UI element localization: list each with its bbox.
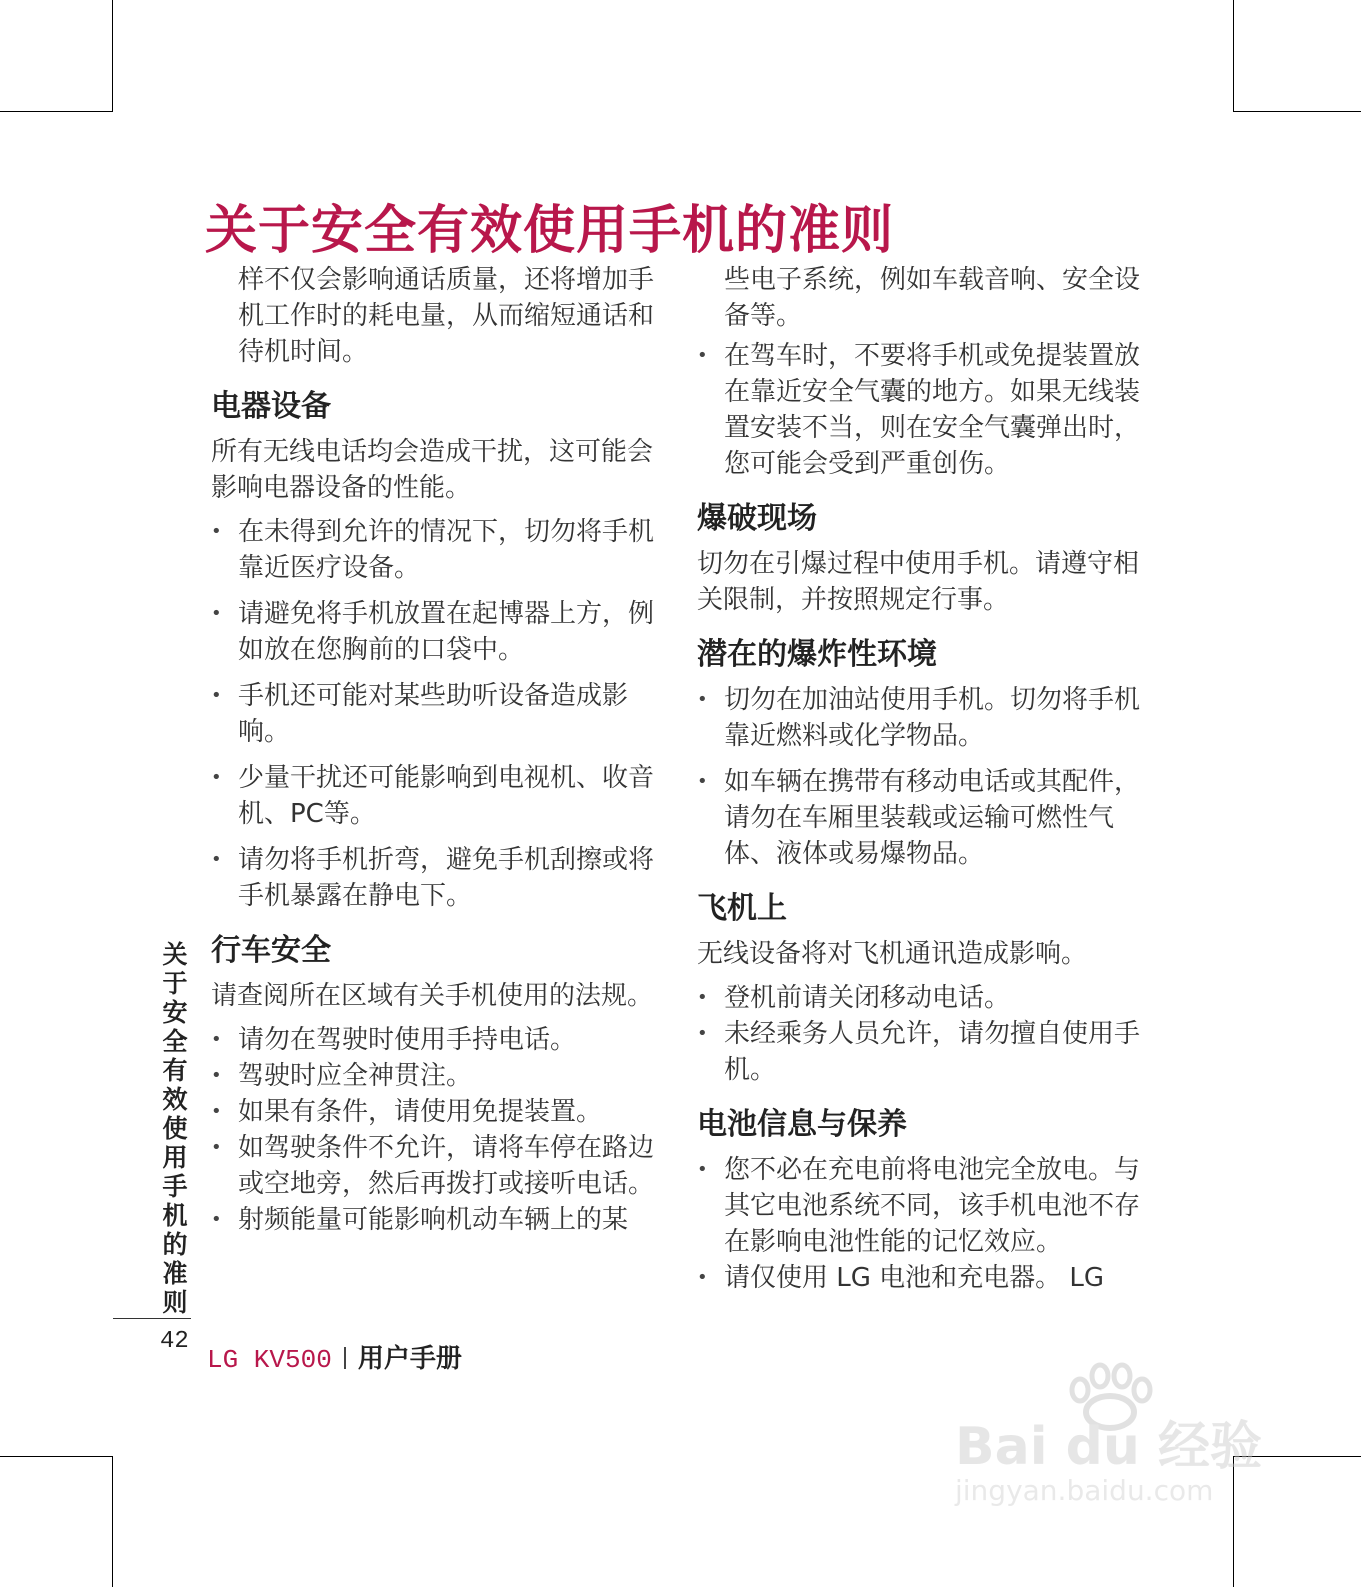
section-heading-aircraft: 飞机上 <box>697 891 787 926</box>
section-heading-battery: 电池信息与保养 <box>697 1107 907 1142</box>
section-heading-blasting: 爆破现场 <box>697 501 817 536</box>
bullet-list <box>697 980 1147 1088</box>
list-item: • 在未得到允许的情况下，切勿将手机靠近医疗设备。 <box>211 514 661 586</box>
section-heading-driving: 行车安全 <box>211 933 331 968</box>
divider <box>113 1318 191 1319</box>
list-item: • 驾驶时应全神贯注。 <box>211 1058 661 1094</box>
section-heading-electrical: 电器设备 <box>211 389 331 424</box>
list-item: • 手机还可能对某些助听设备造成影响。 <box>211 678 661 750</box>
list-item: • 请勿在驾驶时使用手持电话。 <box>211 1022 661 1058</box>
right-column <box>697 262 1147 1306</box>
list-item: • 未经乘务人员允许，请勿擅自使用手机。 <box>697 1016 1147 1088</box>
list-item: • 请勿将手机折弯，避免手机刮擦或将手机暴露在静电下。 <box>211 842 661 914</box>
bullet-list <box>697 338 1147 482</box>
divider <box>344 1347 346 1369</box>
watermark-brand: Bai du 经验 <box>955 1417 1262 1477</box>
footer-manual-label: 用户手册 <box>357 1344 462 1374</box>
list-item: • 请仅使用 LG 电池和充电器。 LG <box>697 1260 1147 1296</box>
left-column <box>211 262 661 1248</box>
continued-text: 样不仅会影响通话质量，还将增加手机工作时的耗电量，从而缩短通话和待机时间。 <box>238 265 655 367</box>
crop-mark <box>112 0 113 112</box>
section-paragraph: 切勿在引爆过程中使用手机。请遵守相关限制，并按照规定行事。 <box>697 549 1140 615</box>
page-title: 关于安全有效使用手机的准则 <box>205 199 895 261</box>
bullet-list <box>211 1022 661 1238</box>
bullet-list <box>211 514 661 914</box>
section-paragraph: 所有无线电话均会造成干扰，这可能会影响电器设备的性能。 <box>211 437 654 503</box>
section-heading-explosive: 潜在的爆炸性环境 <box>697 637 937 672</box>
list-item: • 如驾驶条件不允许，请将车停在路边或空地旁，然后再拨打或接听电话。 <box>211 1130 661 1202</box>
bullet-list <box>697 682 1147 872</box>
list-item: • 登机前请关闭移动电话。 <box>697 980 1147 1016</box>
continued-text: 些电子系统，例如车载音响、安全设备等。 <box>724 265 1141 331</box>
list-item: • 您不必在充电前将电池完全放电。与其它电池系统不同，该手机电池不存在影响电池性能的记忆效应。 <box>697 1152 1147 1260</box>
list-item: • 少量干扰还可能影响到电视机、收音机、PC等。 <box>211 760 661 832</box>
crop-mark <box>1233 111 1361 112</box>
list-item: • 请避免将手机放置在起博器上方，例如放在您胸前的口袋中。 <box>211 596 661 668</box>
list-item: • 射频能量可能影响机动车辆上的某 <box>211 1202 661 1238</box>
page-number: 42 <box>160 1328 189 1355</box>
list-item: • 在驾车时，不要将手机或免提装置放在靠近安全气囊的地方。如果无线装置安装不当，则在安全气囊弹出时，您可能会受到严重创伤。 <box>697 338 1147 482</box>
footer <box>207 1338 462 1375</box>
crop-mark <box>0 1456 113 1457</box>
watermark-url: jingyan.baidu.com <box>955 1474 1214 1507</box>
footer-model: LG KV500 <box>207 1345 332 1375</box>
crop-mark <box>0 111 113 112</box>
list-item: • 如车辆在携带有移动电话或其配件，请勿在车厢里装载或运输可燃性气体、液体或易爆物品。 <box>697 764 1147 872</box>
crop-mark <box>112 1456 113 1587</box>
list-item: • 切勿在加油站使用手机。切勿将手机靠近燃料或化学物品。 <box>697 682 1147 754</box>
sidebar-vertical-title: 关于安全有效使用手机的准则 <box>162 940 188 1317</box>
list-item: • 如果有条件，请使用免提装置。 <box>211 1094 661 1130</box>
watermark <box>955 1362 1265 1522</box>
section-paragraph: 请查阅所在区域有关手机使用的法规。 <box>211 981 654 1011</box>
crop-mark <box>1233 0 1234 112</box>
section-paragraph: 无线设备将对飞机通讯造成影响。 <box>697 939 1088 969</box>
bullet-list <box>697 1152 1147 1296</box>
